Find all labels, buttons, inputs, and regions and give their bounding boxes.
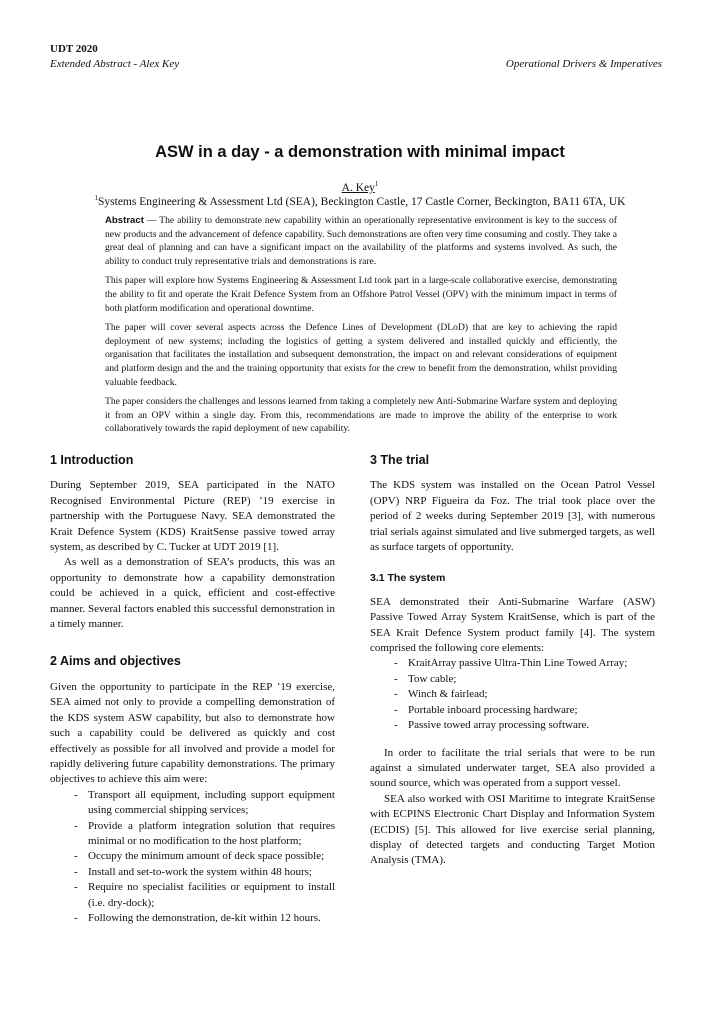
conference-name: UDT 2020 [50, 43, 98, 55]
abstract-label: Abstract [105, 215, 144, 226]
abstract-p2: This paper will explore how Systems Engineering & Assessment Ltd took part in a large-scale collaborative exercise, demonstrating the ability to fit and operate the Krait Defence System from an Offshore Patrol Vessel (OPV) with the minimum impact in terms of both platform modification and operational downtime. [105, 275, 617, 314]
intro-paragraph-1: During September 2019, SEA participated in the NATO Recognised Environmental Picture (REP) ’19 exercise in partnership with the Portuguese Navy. SEA demonstrated the Krait Defence System (KDS) KraitSense passive towed array system, as described by C. Tucker at UDT 2019 [1]. [50, 479, 335, 554]
affiliation [0, 196, 720, 208]
abstract-p1 [105, 214, 617, 268]
trial-paragraph: The KDS system was installed on the Ocean Patrol Vessel (OPV) NRP Figueira da Foz. The trial took place over the period of 2 weeks during September 2019 [3], with numerous trial serials against simulated and live submerged targets, as well as surface targets of opportunity. [370, 479, 655, 554]
abstract [105, 214, 617, 442]
objectives-list [50, 788, 335, 927]
list-item: - Transport all equipment, including support equipment using commercial shipping services; [50, 788, 335, 819]
author-name[interactable]: A. Key [341, 182, 375, 194]
system-paragraph-3: SEA also worked with OSI Maritime to integrate KraitSense with ECPINS Electronic Chart Display and Information System (ECDIS) [5]. This allowed for live exercise serial planning, display of detected targets and conducting Target Motion Analysis (TMA). [370, 792, 655, 867]
list-item: - Tow cable; [370, 672, 655, 687]
aims-paragraph: Given the opportunity to participate in the REP ’19 exercise, SEA aimed not only to provide a compelling demonstration of the KDS system ASW capability, but also to demonstrate how such a capability could be delivered as quickly and cost effectively as possible for all involved and provide a model for rapidly delivering future capability demonstrations. The primary objectives to achieve this aim were: [50, 680, 335, 786]
section-heading-introduction: 1 Introduction [50, 453, 134, 467]
list-item: - Require no specialist facilities or equipment to install (i.e. dry-dock); [50, 880, 335, 911]
intro-paragraph-2: As well as a demonstration of SEA’s products, this was an opportunity to demonstrate how a capability demonstration could be achieved in a quick, efficient and cost-effective manner. Several factors enabled this successful demonstration in a timely manner. [50, 556, 335, 631]
author-line [0, 182, 720, 194]
affiliation-sup: 1 [94, 194, 99, 203]
list-item: - Following the demonstration, de-kit within 12 hours. [50, 911, 335, 926]
list-item: - KraitArray passive Ultra-Thin Line Towed Array; [370, 656, 655, 671]
system-elements-list [370, 656, 655, 733]
subsection-heading-system: 3.1 The system [370, 572, 446, 585]
affiliation-text: Systems Engineering & Assessment Ltd (SEA), Beckington Castle, 17 Castle Corner, Beckington, BA11 6TA, UK [98, 196, 626, 208]
header-track: Operational Drivers & Imperatives [505, 58, 662, 70]
system-paragraph-1: SEA demonstrated their Anti-Submarine Warfare (ASW) Passive Towed Array System KraitSense, which is part of the SEA Krait Defence System product family [4]. The system comprised the following core elements: [370, 595, 655, 655]
author-sup: 1 [374, 180, 379, 189]
right-column [370, 453, 655, 869]
page-header-left [50, 42, 179, 72]
list-item: - Provide a platform integration solution that requires minimal or no modification to the host platform; [50, 819, 335, 850]
list-item: - Passive towed array processing software. [370, 718, 655, 733]
left-column [50, 453, 335, 926]
header-subtitle: Extended Abstract - Alex Key [50, 58, 180, 70]
list-item: - Portable inboard processing hardware; [370, 703, 655, 718]
abstract-p4: The paper considers the challenges and lessons learned from taking a completely new Anti-Submarine Warfare system and deploying it from an OPV within a single day. From this, recommendations are made to improve the ability of the enterprise to work collaboratively towards the rapid deployment of new capability. [105, 396, 617, 435]
list-item: - Winch & fairlead; [370, 687, 655, 702]
abstract-p1-text: — The ability to demonstrate new capability within an operationally representative environment is key to the success of new products and the advancement of defence capability. Such demonstrations are often very time consuming and costly. They take a great deal of planning and can have a significant impact on the availability of the platforms and systems involved. As such, the ability to conduct truly representative trials and demonstrations is rare. [105, 215, 617, 267]
list-item: - Install and set-to-work the system within 48 hours; [50, 865, 335, 880]
abstract-p3: The paper will cover several aspects across the Defence Lines of Development (DLoD) that are key to achieving the rapid deployment of new systems; including the logistics of getting a system delivered and installed quickly and efficiently, the organisation that facilitates the installation and subsequent demonstration, the impact on and relevant considerations of equipment and platform design and the and the training opportunity that exists for the crew to benefit from the demonstration, whilst providing valuable feedback. [105, 322, 617, 388]
list-item: - Occupy the minimum amount of deck space possible; [50, 849, 335, 864]
section-heading-aims: 2 Aims and objectives [50, 654, 181, 669]
section-heading-trial: 3 The trial [370, 453, 430, 467]
paper-title: ASW in a day - a demonstration with minimal impact [155, 143, 565, 161]
system-paragraph-2: In order to facilitate the trial serials that were to be run against a simulated underwater target, SEA also provided a sound source, which was operated from a support vessel. [370, 746, 655, 790]
